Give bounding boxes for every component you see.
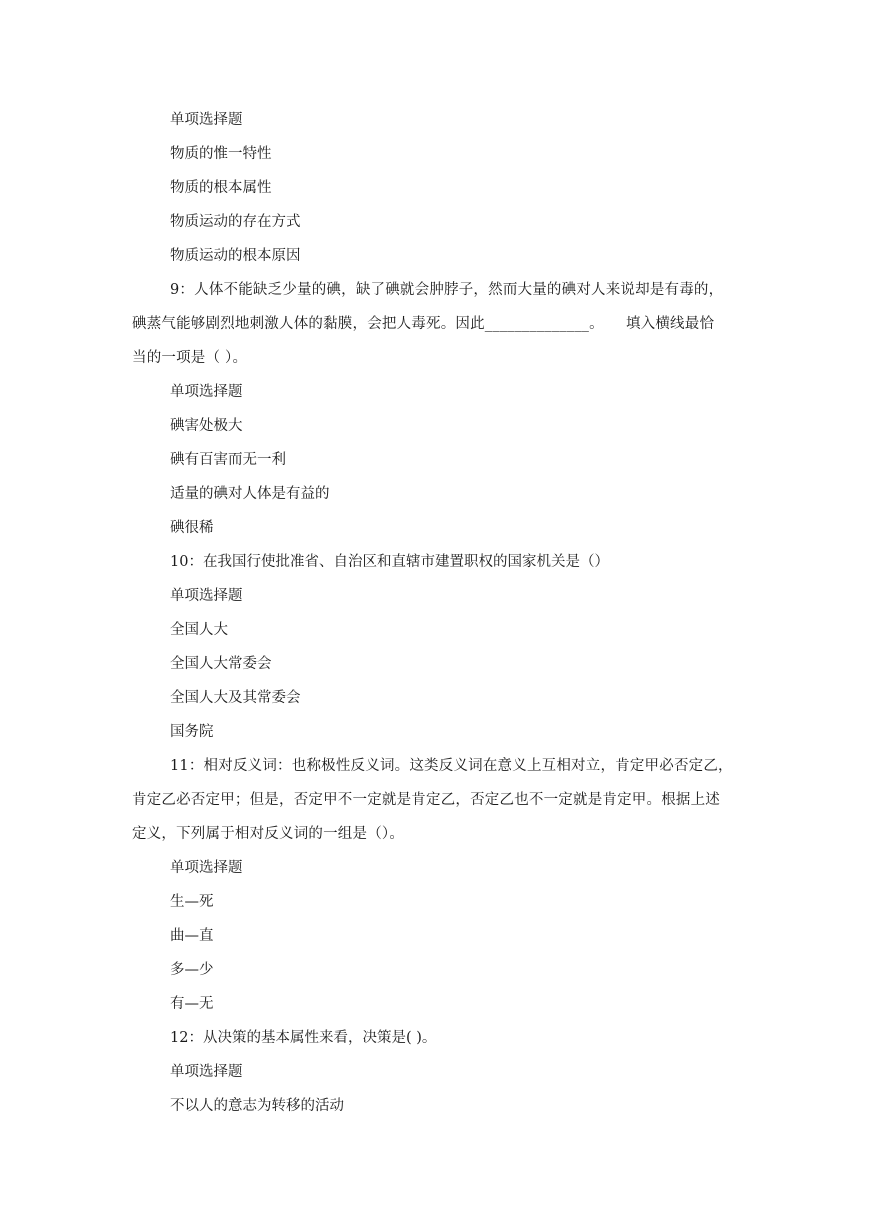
- option-d: 碘很稀: [170, 520, 214, 536]
- option-b: 碘有百害而无一利: [170, 452, 286, 468]
- question-11: [132, 749, 738, 851]
- option-c: 物质运动的存在方式: [170, 214, 301, 230]
- question-9-line-3: 当的一项是（ ）。: [132, 350, 248, 366]
- question-type-label: 单项选择题: [170, 1064, 243, 1080]
- option-d: 国务院: [170, 724, 214, 740]
- question-9-line-1: 9：人体不能缺乏少量的碘，缺了碘就会肿脖子，然而大量的碘对人来说却是有毒的，: [170, 282, 724, 298]
- option-c: 适量的碘对人体是有益的: [170, 486, 330, 502]
- question-type-label: 单项选择题: [170, 860, 243, 876]
- option-a: 生—死: [170, 894, 214, 910]
- option-b: 曲—直: [170, 928, 214, 944]
- question-type-label: 单项选择题: [170, 588, 243, 604]
- option-a: 全国人大: [170, 622, 228, 638]
- option-d: 物质运动的根本原因: [170, 248, 301, 264]
- option-b: 全国人大常委会: [170, 656, 272, 672]
- question-type-label: 单项选择题: [170, 384, 243, 400]
- question-11-line-1: 11：相对反义词：也称极性反义词。这类反义词在意义上互相对立，肯定甲必否定乙，: [170, 758, 733, 774]
- document-page: [132, 103, 738, 1123]
- question-9: [132, 273, 738, 375]
- question-11-line-3: 定义，下列属于相对反义词的一组是（）。: [132, 826, 405, 842]
- option-c: 全国人大及其常委会: [170, 690, 301, 706]
- option-c: 多—少: [170, 962, 214, 978]
- question-12: 12：从决策的基本属性来看，决策是( )。: [170, 1030, 437, 1046]
- option-b: 物质的根本属性: [170, 180, 272, 196]
- option-a: 物质的惟一特性: [170, 146, 272, 162]
- option-a: 不以人的意志为转移的活动: [170, 1098, 344, 1114]
- question-10: 10：在我国行使批准省、自治区和直辖市建置职权的国家机关是（）: [170, 554, 609, 570]
- option-d: 有—无: [170, 996, 214, 1012]
- question-9-line-2: 碘蒸气能够剧烈地刺激人体的黏膜，会把人毒死。因此______________。 填入横线最恰: [132, 316, 715, 332]
- question-11-line-2: 肯定乙必否定甲；但是，否定甲不一定就是肯定乙，否定乙也不一定就是肯定甲。根据上述: [132, 792, 720, 808]
- option-a: 碘害处极大: [170, 418, 243, 434]
- question-type-label: 单项选择题: [170, 112, 243, 128]
